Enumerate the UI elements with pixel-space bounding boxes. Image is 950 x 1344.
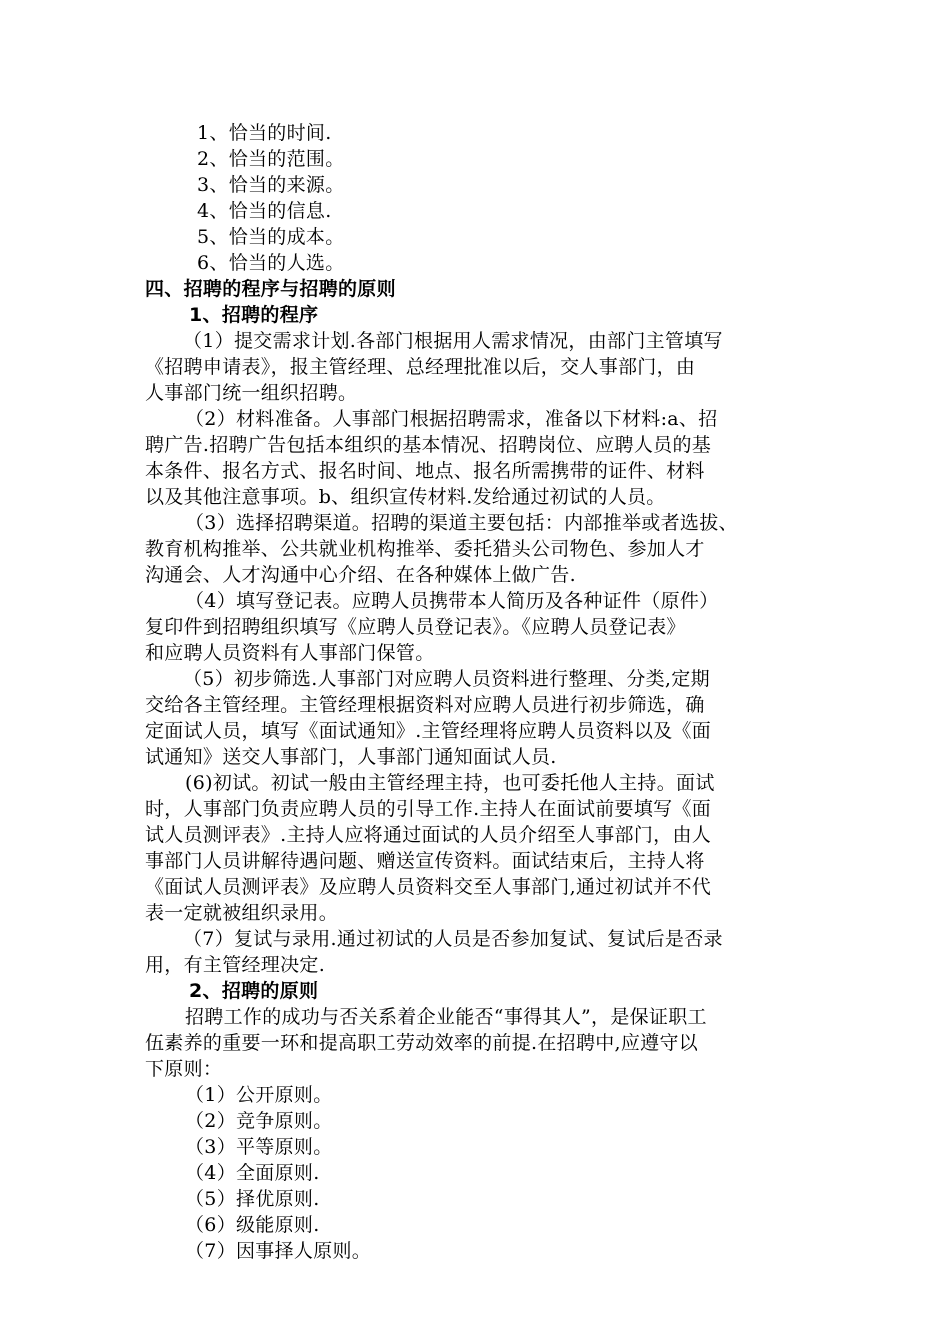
- paragraph-step-1: [145, 328, 825, 406]
- paragraph-line: 本条件、报名方式、报名时间、地点、报名所需携带的证件、材料: [145, 460, 705, 482]
- paragraph-line: （7）复试与录用.通过初试的人员是否参加复试、复试后是否录: [183, 928, 723, 950]
- paragraph-line: 时，人事部门负责应聘人员的引导工作.主持人在面试前要填写《面: [145, 798, 712, 820]
- list-item: （6）级能原则.: [185, 1214, 320, 1236]
- subsection-heading-procedure: 1、招聘的程序: [189, 304, 319, 326]
- paragraph-line: 试通知》送交人事部门，人事部门通知面试人员.: [145, 746, 557, 768]
- paragraph-line: 伍素养的重要一环和提高职工劳动效率的前提.在招聘中,应遵守以: [145, 1032, 699, 1054]
- list-item: 6、恰当的人选。: [197, 252, 345, 274]
- paragraph-line: 表一定就被组织录用。: [145, 902, 339, 924]
- document-page: [145, 120, 825, 1264]
- paragraph-line: 《面试人员测评表》及应聘人员资料交至人事部门,通过初试并不代: [145, 876, 712, 898]
- list-item: （5）择优原则.: [185, 1188, 320, 1210]
- paragraph-line: 交给各主管经理。主管经理根据资料对应聘人员进行初步筛选，确: [145, 694, 705, 716]
- paragraph-line: 事部门人员讲解待遇问题、赠送宣传资料。面试结束后，主持人将: [145, 850, 705, 872]
- subsection-heading-principles: 2、招聘的原则: [189, 980, 319, 1002]
- paragraph-step-2: [145, 406, 825, 510]
- list-item: 1、恰当的时间.: [197, 122, 332, 144]
- paragraph-step-6: [145, 770, 825, 926]
- paragraph-line: 和应聘人员资料有人事部门保管。: [145, 642, 435, 664]
- paragraph-line: 以及其他注意事项。b、组织宣传材料.发给通过初试的人员。: [145, 486, 666, 508]
- list-item: （1）公开原则。: [185, 1084, 333, 1106]
- paragraph-line: （5）初步筛选.人事部门对应聘人员资料进行整理、分类,定期: [183, 668, 710, 690]
- paragraph-line: 教育机构推举、公共就业机构推举、委托猎头公司物色、参加人才: [145, 538, 705, 560]
- paragraph-principles-intro: [145, 1004, 825, 1082]
- paragraph-step-4: [145, 588, 825, 666]
- paragraph-line: 用，有主管经理决定.: [145, 954, 326, 976]
- paragraph-line: 招聘工作的成功与否关系着企业能否“事得其人”，是保证职工: [185, 1006, 707, 1028]
- list-item: （2）竞争原则。: [185, 1110, 333, 1132]
- paragraph-line: （3）选择招聘渠道。招聘的渠道主要包括：内部推举或者选拔、: [185, 512, 738, 534]
- list-item: 5、恰当的成本。: [197, 226, 345, 248]
- paragraph-line: 复印件到招聘组织填写《应聘人员登记表》。《应聘人员登记表》: [145, 616, 686, 638]
- paragraph-line: 定面试人员，填写《面试通知》.主管经理将应聘人员资料以及《面: [145, 720, 712, 742]
- paragraph-line: 下原则：: [145, 1058, 223, 1080]
- list-item: 4、恰当的信息.: [197, 200, 332, 222]
- paragraph-line: 沟通会、人才沟通中心介绍、在各种媒体上做广告.: [145, 564, 576, 586]
- list-item: （3）平等原则。: [185, 1136, 333, 1158]
- paragraph-line: （2）材料准备。人事部门根据招聘需求，准备以下材料:a、招: [185, 408, 718, 430]
- paragraph-line: 试人员测评表》.主持人应将通过面试的人员介绍至人事部门，由人: [145, 824, 712, 846]
- paragraph-line: （1）提交需求计划.各部门根据用人需求情况，由部门主管填写: [183, 330, 723, 352]
- paragraph-line: 《招聘申请表》，报主管经理、总经理批准以后，交人事部门，由: [145, 356, 696, 378]
- paragraph-step-3: [145, 510, 825, 588]
- list-item: 3、恰当的来源。: [197, 174, 345, 196]
- paragraph-line: 聘广告.招聘广告包括本组织的基本情况、招聘岗位、应聘人员的基: [145, 434, 712, 456]
- paragraph-line: (6)初试。初试一般由主管经理主持，也可委托他人主持。面试: [185, 772, 715, 794]
- paragraph-step-5: [145, 666, 825, 770]
- top-list: [145, 120, 825, 276]
- paragraph-step-7: [145, 926, 825, 978]
- list-item: （4）全面原则.: [185, 1162, 320, 1184]
- section-heading: 四、招聘的程序与招聘的原则: [145, 278, 396, 300]
- paragraph-line: （4）填写登记表。应聘人员携带本人简历及各种证件（原件）: [185, 590, 719, 612]
- principles-list: [145, 1082, 825, 1264]
- paragraph-line: 人事部门统一组织招聘。: [145, 382, 358, 404]
- list-item: （7）因事择人原则。: [185, 1240, 372, 1262]
- list-item: 2、恰当的范围。: [197, 148, 345, 170]
